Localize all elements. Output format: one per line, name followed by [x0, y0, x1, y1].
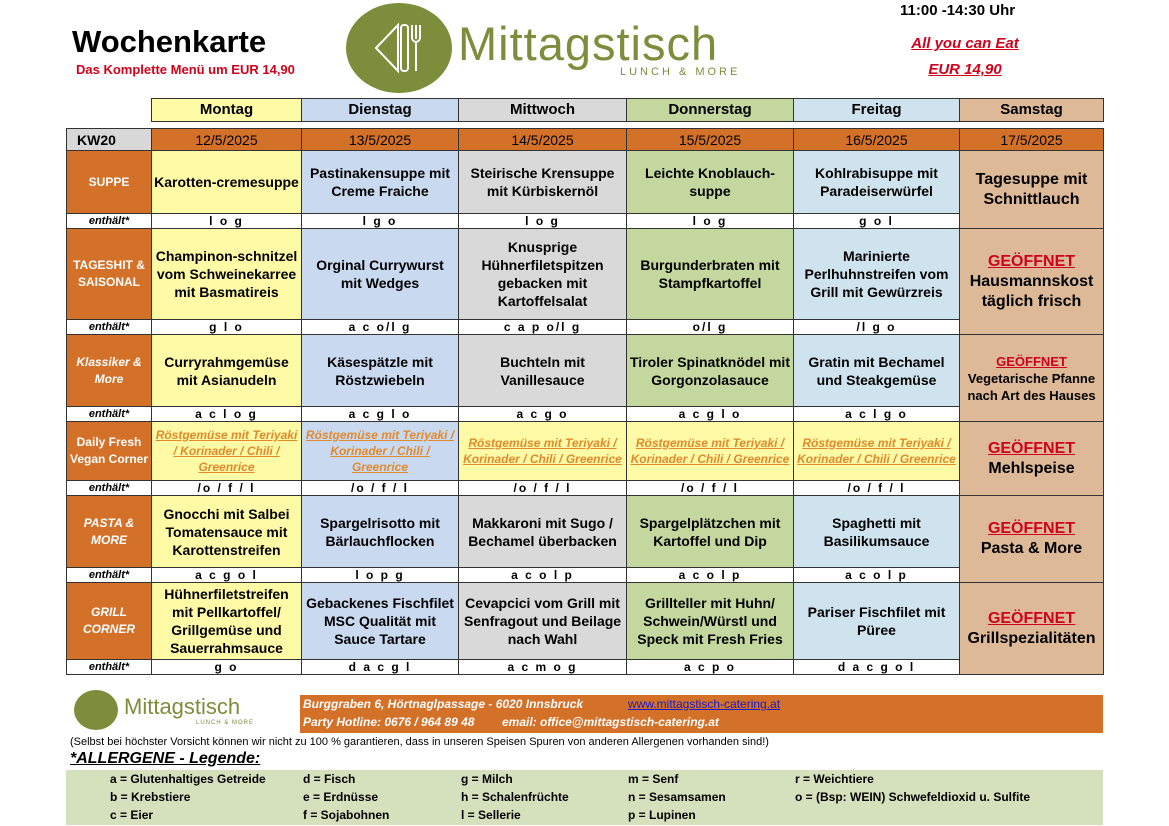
- saturday-cell: [960, 229, 1104, 335]
- logo-wordmark: Mittagstisch: [458, 17, 719, 70]
- dish-cell: Orginal Currywurst mit Wedges: [302, 229, 459, 320]
- allergen-codes: a c g o l: [152, 568, 302, 583]
- dish-cell: Käsespätzle mit Röstzwiebeln: [302, 335, 459, 407]
- dish-cell: Röstgemüse mit Teriyaki / Korinader / Chili / Greenrice: [459, 422, 627, 481]
- allergen-codes: c a p o/l g: [459, 320, 627, 335]
- menu-row-pasta: [67, 496, 1104, 568]
- dish-cell: Spargelrisotto mit Bärlauchflocken: [302, 496, 459, 568]
- dish-cell: Tiroler Spinatknödel mit Gorgonzolasauce: [627, 335, 794, 407]
- date-cell: 17/5/2025: [960, 129, 1104, 151]
- website-link[interactable]: www.mittagstisch-catering.at: [628, 697, 781, 711]
- dish-cell: Pastinakensuppe mit Creme Fraiche: [302, 151, 459, 214]
- day-header: Donnerstag: [627, 99, 794, 122]
- legend-item: b = Krebstiere: [110, 790, 191, 804]
- legend-item: f = Sojabohnen: [303, 808, 390, 822]
- legend-item: p = Lupinen: [628, 808, 696, 822]
- legend-item: a = Glutenhaltiges Getreide: [110, 772, 266, 786]
- allergen-row: [67, 407, 1104, 422]
- allergen-codes: /o / f / l: [794, 481, 960, 496]
- allergen-label: enthält*: [67, 481, 152, 496]
- weekday-header-row: [67, 99, 1104, 122]
- allergen-codes: l o g: [459, 214, 627, 229]
- dish-cell: Leichte Knoblauch-suppe: [627, 151, 794, 214]
- dish-cell: Cevapcici vom Grill mit Senfragout und Beilage nach Wahl: [459, 583, 627, 660]
- allergen-disclaimer: (Selbst bei höchster Vorsicht können wir nicht zu 100 % garantieren, dass in unseren Speisen Spuren von anderen Allergenen vorhanden sind!): [70, 736, 769, 748]
- saturday-text: Grillspezialitäten: [967, 629, 1096, 647]
- open-badge: GEÖFFNET: [987, 609, 1076, 627]
- dish-cell: Buchteln mit Vanillesauce: [459, 335, 627, 407]
- contact-bar: [300, 695, 1103, 733]
- day-header: Samstag: [960, 99, 1104, 122]
- allergen-codes: a c g l o: [302, 407, 459, 422]
- legend-item: g = Milch: [461, 772, 513, 786]
- all-you-can-eat-label: All you can Eat: [911, 35, 1019, 52]
- date-cell: 12/5/2025: [152, 129, 302, 151]
- allergen-codes: a c l g o: [794, 407, 960, 422]
- menu-row-vegan: [67, 422, 1104, 481]
- legend-item: n = Sesamsamen: [628, 790, 726, 804]
- dish-cell: Burgunderbraten mit Stampfkartoffel: [627, 229, 794, 320]
- allergen-codes: a c g l o: [627, 407, 794, 422]
- allergen-codes: l g o: [302, 214, 459, 229]
- legend-item: e = Erdnüsse: [303, 790, 379, 804]
- allergen-label: enthält*: [67, 320, 152, 335]
- allergen-codes: a c l o g: [152, 407, 302, 422]
- date-cell: 15/5/2025: [627, 129, 794, 151]
- allergen-codes: a c g o: [459, 407, 627, 422]
- category-label: TAGESHIT & SAISONAL: [67, 229, 152, 320]
- weekly-menu-table: [66, 98, 1104, 675]
- allergen-label: enthält*: [67, 407, 152, 422]
- saturday-cell: [960, 422, 1104, 496]
- saturday-text: Pasta & More: [980, 540, 1083, 557]
- footer-logo-tagline: LUNCH & MORE: [196, 720, 255, 726]
- open-badge: GEÖFFNET: [987, 520, 1076, 537]
- allergen-codes: /o / f / l: [152, 481, 302, 496]
- party-hotline: Party Hotline: 0676 / 964 89 48: [303, 715, 475, 729]
- allergen-codes: g o: [152, 660, 302, 675]
- dish-cell: Karotten-cremesuppe: [152, 151, 302, 214]
- dish-cell: Kohlrabisuppe mit Paradeiserwürfel: [794, 151, 960, 214]
- allergen-codes: a c o/l g: [302, 320, 459, 335]
- allergen-codes: l o g: [152, 214, 302, 229]
- dish-cell: Gratin mit Bechamel und Steakgemüse: [794, 335, 960, 407]
- allergen-row: [67, 320, 1104, 335]
- page-title: Wochenkarte: [72, 24, 267, 59]
- legend-item: d = Fisch: [303, 772, 356, 786]
- allergen-row: [67, 568, 1104, 583]
- category-label: Daily Fresh Vegan Corner: [67, 422, 152, 481]
- allergen-codes: l o g: [627, 214, 794, 229]
- allergen-label: enthält*: [67, 568, 152, 583]
- allergen-codes: d a c g o l: [794, 660, 960, 675]
- dish-cell: Röstgemüse mit Teriyaki / Korinader / Chili / Greenrice: [627, 422, 794, 481]
- allergen-codes: /o / f / l: [627, 481, 794, 496]
- legend-item: r = Weichtiere: [795, 772, 874, 786]
- allergen-codes: a c p o: [627, 660, 794, 675]
- saturday-cell: [960, 496, 1104, 583]
- allergen-row: [67, 660, 1104, 675]
- category-label: GRILL CORNER: [67, 583, 152, 660]
- dish-cell: Marinierte Perlhuhnstreifen vom Grill mit Gewürzreis: [794, 229, 960, 320]
- saturday-text: Vegetarische Pfanne nach Art des Hauses: [967, 370, 1096, 403]
- legend-item: h = Schalenfrüchte: [461, 790, 569, 804]
- dish-cell: Knusprige Hühnerfiletspitzen gebacken mit Kartoffelsalat: [459, 229, 627, 320]
- allergen-codes: a c m o g: [459, 660, 627, 675]
- cutlery-logo-icon: [346, 3, 452, 93]
- open-badge: GEÖFFNET: [987, 439, 1076, 457]
- date-cell: 13/5/2025: [302, 129, 459, 151]
- menu-row-tageshit: [67, 229, 1104, 320]
- saturday-text: Tagesuppe mit Schnittlauch: [975, 170, 1088, 208]
- allergen-codes: l o p g: [302, 568, 459, 583]
- all-you-can-eat-price: EUR 14,90: [928, 61, 1002, 78]
- dish-cell: Grillteller mit Huhn/ Schwein/Würstl und Speck mit Fresh Fries: [627, 583, 794, 660]
- allergen-row: [67, 481, 1104, 496]
- menu-row-suppe: [67, 151, 1104, 214]
- date-row: [67, 129, 1104, 151]
- saturday-text: Hausmannskost täglich frisch: [969, 272, 1094, 310]
- legend-item: c = Eier: [110, 808, 154, 822]
- allergen-codes: d a c g l: [302, 660, 459, 675]
- allergen-label: enthält*: [67, 214, 152, 229]
- menu-row-klassiker: [67, 335, 1104, 407]
- legend-item: m = Senf: [628, 772, 679, 786]
- allergen-codes: a c o l p: [627, 568, 794, 583]
- dish-cell: Pariser Fischfilet mit Püree: [794, 583, 960, 660]
- open-badge: GEÖFFNET: [996, 353, 1067, 369]
- opening-hours: 11:00 -14:30 Uhr: [900, 2, 1016, 19]
- allergen-codes: /l g o: [794, 320, 960, 335]
- allergen-label: enthält*: [67, 660, 152, 675]
- legend-title: *ALLERGENE - Legende:: [70, 750, 261, 767]
- dish-cell: Spargelplätzchen mit Kartoffel und Dip: [627, 496, 794, 568]
- legend-item: l = Sellerie: [461, 808, 521, 822]
- allergen-codes: /o / f / l: [302, 481, 459, 496]
- day-header: Mittwoch: [459, 99, 627, 122]
- dish-cell: Röstgemüse mit Teriyaki / Korinader / Chili / Greenrice: [302, 422, 459, 481]
- cutlery-logo-icon: [74, 690, 118, 730]
- allergen-codes: g l o: [152, 320, 302, 335]
- allergen-codes: g o l: [794, 214, 960, 229]
- saturday-cell: [960, 583, 1104, 675]
- category-label: SUPPE: [67, 151, 152, 214]
- dish-cell: Röstgemüse mit Teriyaki / Korinader / Chili / Greenrice: [152, 422, 302, 481]
- saturday-cell: [960, 151, 1104, 229]
- day-header: Dienstag: [302, 99, 459, 122]
- saturday-text: Mehlspeise: [988, 459, 1075, 477]
- allergen-codes: /o / f / l: [459, 481, 627, 496]
- logo-tagline: LUNCH & MORE: [620, 66, 741, 78]
- dish-cell: Gnocchi mit Salbei Tomatensauce mit Karottenstreifen: [152, 496, 302, 568]
- date-cell: 16/5/2025: [794, 129, 960, 151]
- dish-cell: Gebackenes Fischfilet MSC Qualität mit Sauce Tartare: [302, 583, 459, 660]
- allergen-row: [67, 214, 1104, 229]
- saturday-cell: [960, 335, 1104, 422]
- allergen-legend: [66, 770, 1103, 825]
- dish-cell: Hühnerfiletstreifen mit Pellkartoffel/ Grillgemüse und Sauerrahmsauce: [152, 583, 302, 660]
- email-address[interactable]: email: office@mittagstisch-catering.at: [502, 715, 719, 729]
- footer-logo: [66, 688, 262, 736]
- allergen-codes: o/l g: [627, 320, 794, 335]
- menu-row-grill: [67, 583, 1104, 660]
- day-header: Montag: [152, 99, 302, 122]
- dish-cell: Steirische Krensuppe mit Kürbiskernöl: [459, 151, 627, 214]
- open-badge: GEÖFFNET: [987, 252, 1076, 270]
- date-cell: 14/5/2025: [459, 129, 627, 151]
- category-label: Klassiker & More: [67, 335, 152, 407]
- dish-cell: Spaghetti mit Basilikumsauce: [794, 496, 960, 568]
- day-header: Freitag: [794, 99, 960, 122]
- allergen-codes: a c o l p: [459, 568, 627, 583]
- dish-cell: Röstgemüse mit Teriyaki / Korinader / Chili / Greenrice: [794, 422, 960, 481]
- calendar-week: KW20: [67, 129, 152, 151]
- allergen-codes: a c o l p: [794, 568, 960, 583]
- footer-logo-wordmark: Mittagstisch: [124, 694, 241, 719]
- dish-cell: Makkaroni mit Sugo / Bechamel überbacken: [459, 496, 627, 568]
- category-label: PASTA & MORE: [67, 496, 152, 568]
- address: Burggraben 6, Hörtnaglpassage - 6020 Innsbruck: [303, 697, 584, 711]
- legend-item: o = (Bsp: WEIN) Schwefeldioxid u. Sulfite: [795, 790, 1031, 804]
- dish-cell: Champinon-schnitzel vom Schweinekarree mit Basmatireis: [152, 229, 302, 320]
- menu-price-subtitle: Das Komplette Menü um EUR 14,90: [76, 62, 295, 77]
- dish-cell: Curryrahmgemüse mit Asianudeln: [152, 335, 302, 407]
